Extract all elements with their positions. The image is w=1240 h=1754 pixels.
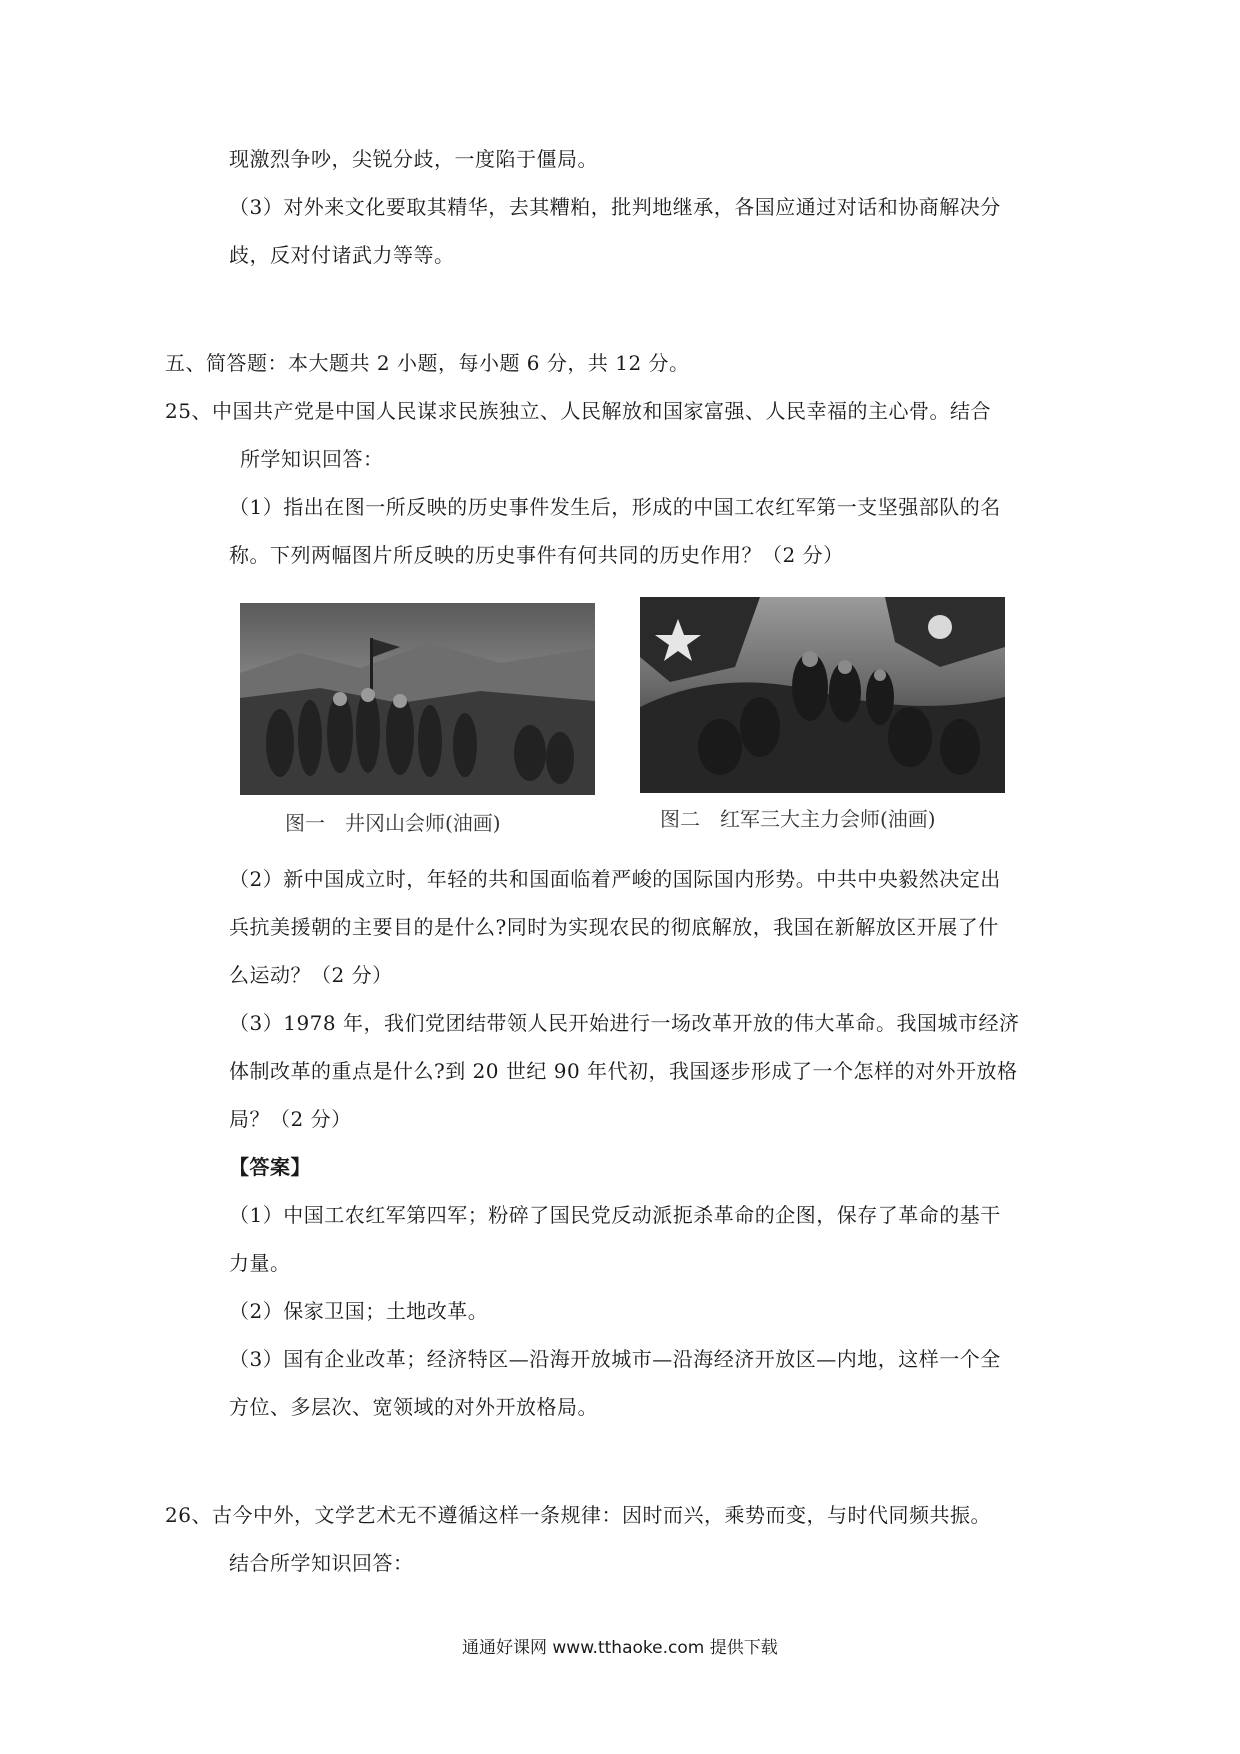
answer-3-line-2: 方位、多层次、宽领域的对外开放格局。 [229, 1395, 598, 1419]
figure-2-painting [640, 597, 1005, 793]
q25-part1-line-2: 称。下列两幅图片所反映的历史事件有何共同的历史作用？（2 分） [229, 543, 844, 567]
q25-intro-line-2: 所学知识回答： [240, 447, 384, 471]
figure-2-illustration [640, 597, 1005, 793]
answer-2: （2）保家卫国；土地改革。 [229, 1299, 489, 1323]
q26-intro-line-1: 26、古今中外，文学艺术无不遵循这样一条规律：因时而兴，乘势而变，与时代同频共振。 [165, 1503, 991, 1527]
q25-intro-line-1: 25、中国共产党是中国人民谋求民族独立、人民解放和国家富强、人民幸福的主心骨。结合 [165, 399, 991, 423]
figure-1-caption: 图一 井冈山会师(油画) [285, 811, 501, 835]
q25-part3-line-1: （3）1978 年，我们党团结带领人民开始进行一场改革开放的伟大革命。我国城市经济 [229, 1011, 1020, 1035]
q26-intro-line-2: 结合所学知识回答： [229, 1551, 414, 1575]
figure-1-illustration [240, 603, 595, 795]
answer-label: 【答案】 [229, 1155, 311, 1179]
q25-part2-line-1: （2）新中国成立时，年轻的共和国面临着严峻的国际国内形势。中共中央毅然决定出 [229, 867, 1001, 891]
page-footer: 通通好课网 www.tthaoke.com 提供下载 [462, 1638, 778, 1658]
answer-1-line-1: （1）中国工农红军第四军；粉碎了国民党反动派扼杀革命的企图，保存了革命的基干 [229, 1203, 1001, 1227]
top-answer-3-line-2: 歧，反对付诸武力等等。 [229, 243, 455, 267]
figure-1-painting [240, 603, 595, 795]
q25-part3-line-2: 体制改革的重点是什么?到 20 世纪 90 年代初，我国逐步形成了一个怎样的对外开放格 [229, 1059, 1018, 1083]
answer-3-line-1: （3）国有企业改革；经济特区—沿海开放城市—沿海经济开放区—内地，这样一个全 [229, 1347, 1001, 1371]
figure-2-caption: 图二 红军三大主力会师(油画) [660, 807, 936, 831]
top-answer-3-line-1: （3）对外来文化要取其精华，去其糟粕，批判地继承，各国应通过对话和协商解决分 [229, 195, 1001, 219]
q25-part2-line-2: 兵抗美援朝的主要目的是什么?同时为实现农民的彻底解放，我国在新解放区开展了什 [229, 915, 999, 939]
top-line-1: 现激烈争吵，尖锐分歧，一度陷于僵局。 [229, 147, 598, 171]
q25-part1-line-1: （1）指出在图一所反映的历史事件发生后，形成的中国工农红军第一支坚强部队的名 [229, 495, 1001, 519]
q25-part3-line-3: 局？（2 分） [229, 1107, 352, 1131]
answer-1-line-2: 力量。 [229, 1251, 291, 1275]
section-5-heading: 五、简答题：本大题共 2 小题，每小题 6 分，共 12 分。 [165, 351, 690, 375]
q25-part2-line-3: 么运动？（2 分） [229, 963, 393, 987]
